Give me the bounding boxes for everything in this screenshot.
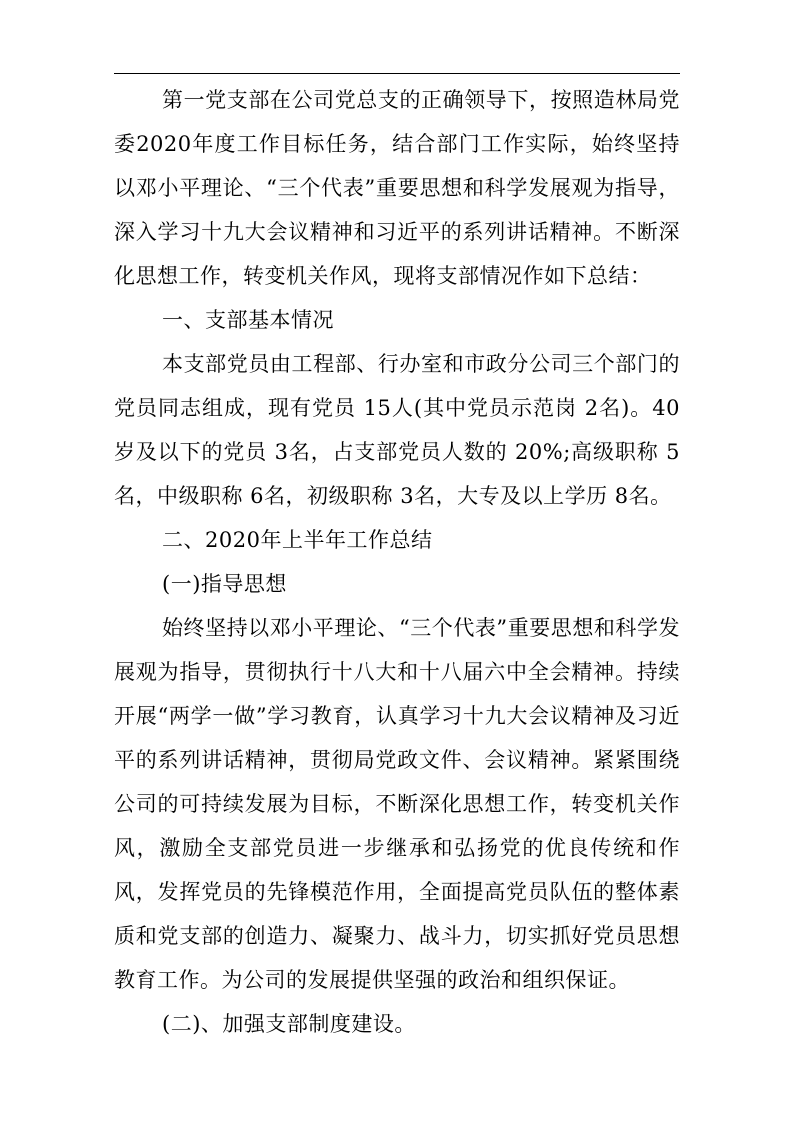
guiding-thought-paragraph: 始终坚持以邓小平理论、“三个代表”重要思想和科学发展观为指导，贯彻执行十八大和十八届六中全会精神。持续开展“两学一做”学习教育，认真学习十九大会议精神及习近平的系列讲话精神，贯彻局党政文件、会议精神。紧紧围绕公司的可持续发展为目标，不断深化思想工作，转变机关作风，激励全支部党员进一步继承和弘扬党的优良传统和作风，发挥党员的先锋模范作用，全面提高党员队伍的整体素质和党支部的创造力、凝聚力、战斗力，切实抓好党员思想教育工作。为公司的发展提供坚强的政治和组织保证。 — [114, 616, 680, 992]
section-heading-1: 一、支部基本情况 — [162, 308, 334, 332]
section-heading-2: 二、2020年上半年工作总结 — [162, 528, 433, 552]
subheading-guiding-thought: (一)指导思想 — [162, 572, 287, 596]
intro-paragraph: 第一党支部在公司党总支的正确领导下，按照造林局党委2020年度工作目标任务，结合部门工作实际，始终坚持以邓小平理论、“三个代表”重要思想和科学发展观为指导，深入学习十九大会议精神和习近平的系列讲话精神。不断深化思想工作，转变机关作风，现将支部情况作如下总结： — [114, 88, 680, 288]
subheading-system-building: (二)、加强支部制度建设。 — [162, 1012, 416, 1036]
branch-info-paragraph: 本支部党员由工程部、行办室和市政分公司三个部门的党员同志组成，现有党员 15人(其中党员示范岗 2名)。40岁及以下的党员 3名，占支部党员人数的 20%;高级职称 5名，中级职称 6名，初级职称 3名，大专及以上学历 8名。 — [114, 352, 680, 508]
header-rule — [114, 73, 680, 74]
document-body — [114, 78, 680, 1046]
